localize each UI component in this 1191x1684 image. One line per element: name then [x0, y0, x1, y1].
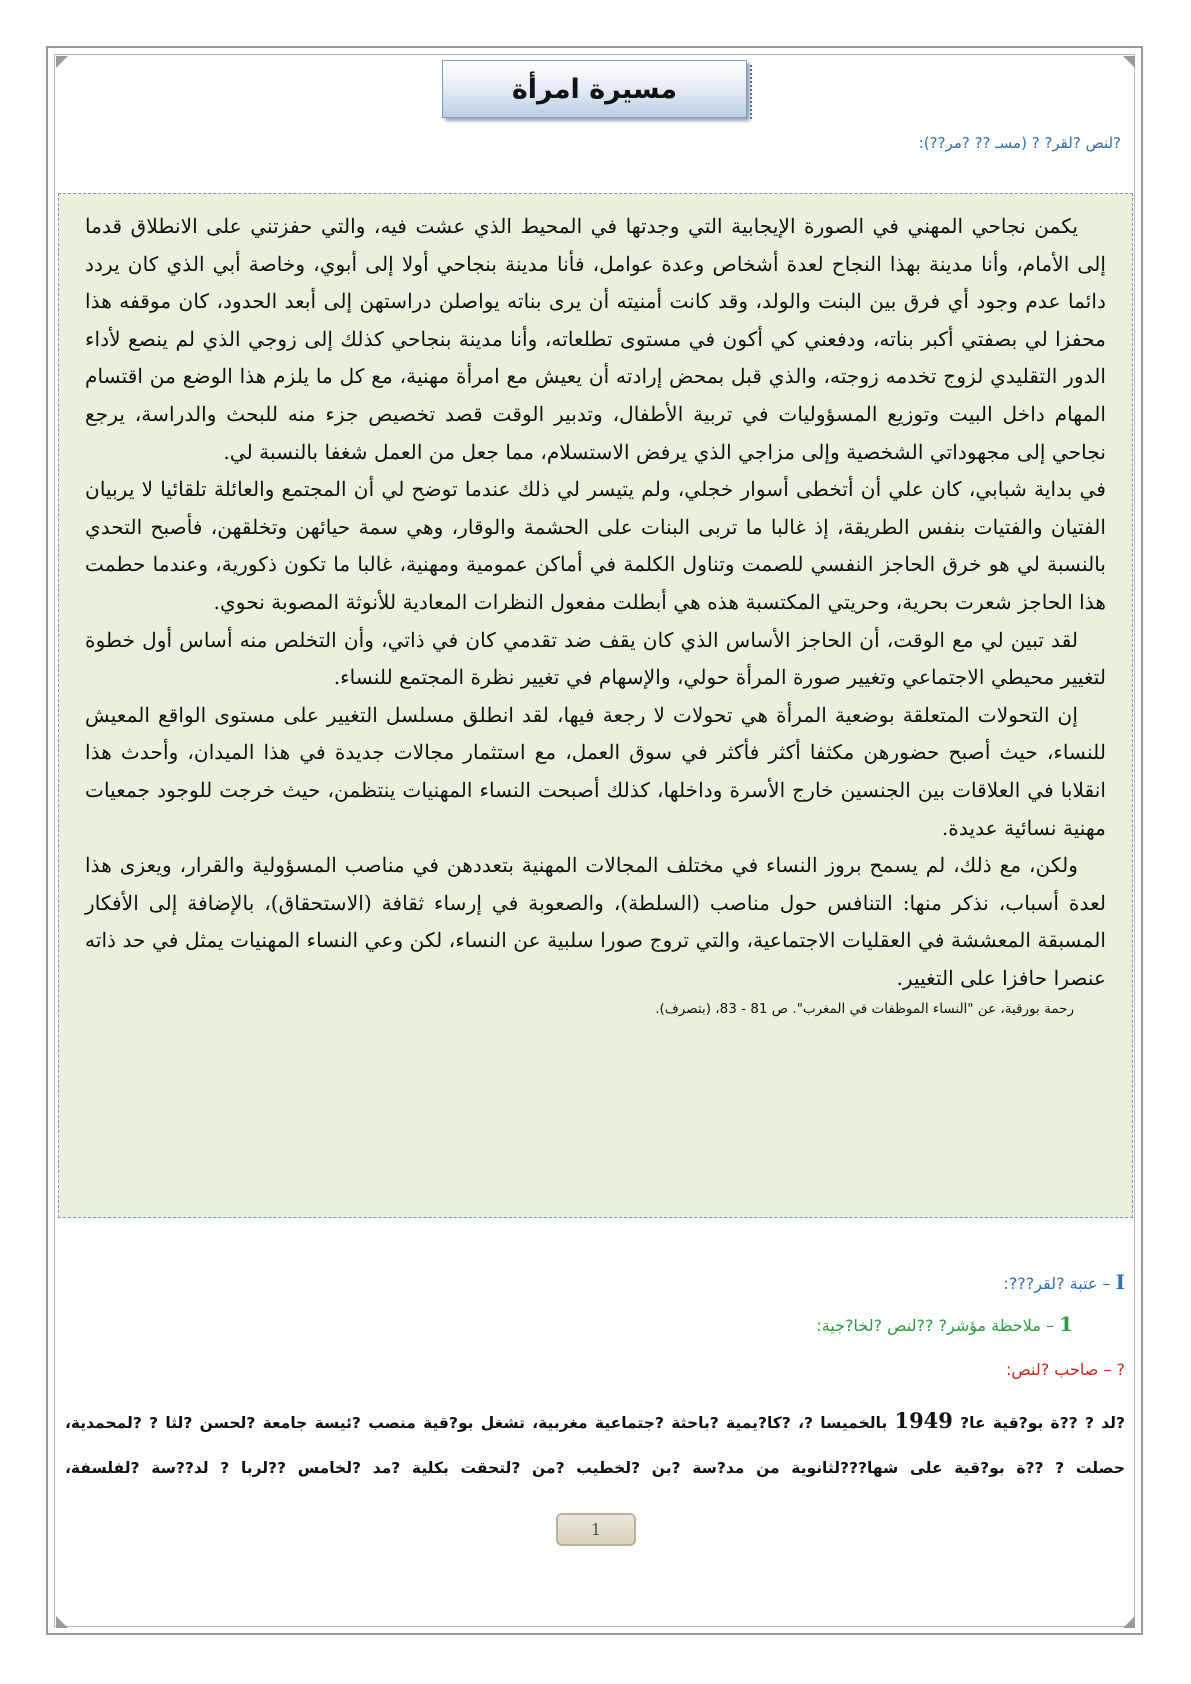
page-number: 1: [556, 1513, 636, 1546]
section-label: عتبة ?لقر???:: [1003, 1274, 1098, 1293]
page-title: مسيرة امرأة: [511, 73, 678, 105]
paragraph: يكمن نجاحي المهني في الصورة الإيجابية التي وجدتها في المحيط الذي عشت فيه، والتي حفزتني على الانطلاق قدما إلى الأمام، وأنا مدينة بهذا النجاح لعدة أشخاص وعدة عوامل، فأنا مدينة بنجاحي أولا إلى أبوي، وخاصة أبي الذي كان يردد دائما عدم وجود أي فرق بين البنت والولد، وقد كانت أمنيته أن يرى بناته يواصلن دراستهن إلى أبعد الحدود، كان موقفه هذا محفزا لي بصفتي أكبر بناته، ودفعني كي أكون في مستوى تطلعاته، وأنا مدينة بنجاحي كذلك إلى زوجي الذي لم ينصع لأداء الدور التقليدي لزوج تخدمه زوجته، والذي قبل بمحض إرادته أن يعيش مع امرأة مهنية، مع كل ما يلزم هذا الوضع من اقتسام المهام داخل البيت وتوزيع المسؤوليات في تربية الأطفال، وتدبير الوقت قصد تخصيص جزء منه للبحث والدراسة، يرجع نجاحي إلى مجهوداتي الشخصية وإلى مزاجي الذي يرفض الاستسلام، مما جعل من العمل شغفا بالنسبة لي.: [85, 214, 1106, 464]
section-number: 1: [1059, 1312, 1073, 1336]
corner-ornament: [1123, 1616, 1135, 1628]
citation: رحمة بورقية، عن "النساء الموظفات في المغرب". ص 81 - 83، (بتصرف).: [655, 1001, 1074, 1018]
paragraph: إن التحولات المتعلقة بوضعية المرأة هي تحولات لا رجعة فيها، لقد انطلق مسلسل التغيير على مستوى الواقع المعيش للنساء، حيث أصبح حضورهن مكثفا أكثر فأكثر في سوق العمل، مع استثمار مجالات جديدة في هذا الميدان، وأحدث هذا انقلابا في العلاقات بين الجنسين خارج الأسرة وداخلها، كذلك أصبحت النساء المهنيات ينتظمن، حيث خرجت للوجود جمعيات مهنية نسائية عديدة.: [85, 702, 1106, 840]
section-dash: –: [1102, 1274, 1111, 1293]
source-label: ?لنص ?لقر? ? (مسـ ?? ?مر??):: [918, 134, 1121, 152]
paragraph: لقد تبين لي مع الوقت، أن الحاجز الأساس الذي كان يقف ضد تقدمي كان في ذاتي، وأن التخلص منه أساس أول خطوة لتغيير محيطي الاجتماعي وتغيير صورة المرأة حولي، والإسهام في تغيير نظرة المجتمع للنساء.: [85, 627, 1106, 690]
bio-text: ?لد ? ??ة بو?قية عا?: [952, 1414, 1125, 1432]
corner-ornament: [56, 1616, 68, 1628]
author-bio: [65, 1398, 1125, 1491]
section-number: I: [1115, 1270, 1125, 1294]
section-dash: –: [1045, 1316, 1054, 1335]
section-heading-1: [65, 1270, 1125, 1294]
section-label: ? – صاحب ?لنص:: [1006, 1360, 1125, 1379]
title-box: [442, 60, 747, 118]
bio-year: 1949: [894, 1408, 953, 1433]
paragraph: ولكن، مع ذلك، لم يسمح بروز النساء في مختلف المجالات المهنية بتعددهن في مناصب المسؤولية والقرار، ويعزى هذا لعدة أسباب، نذكر منها: التنافس حول مناصب (السلطة)، والصعوبة في إرساء ثقافة (الاستحقاق)، بالإضافة إلى الأفكار المسبقة المعششة في العقليات الاجتماعية، والتي تروج صورا سلبية عن النساء، لكن وعي النساء المهنيات يمثل في حد ذاته عنصرا حافزا على التغيير.: [85, 853, 1106, 990]
section-label: ملاحظة مؤشر? ??لنص ?لخا?جية:: [816, 1316, 1041, 1335]
corner-ornament: [56, 56, 68, 68]
section-heading-2: [13, 1312, 1073, 1336]
section-heading-3: [65, 1360, 1125, 1379]
corner-ornament: [1123, 56, 1135, 68]
bio-text: بالخميسا ?، ?كا?يمية ?باحثة ?جتماعية مغربية، تشغل بو?قية منصب ?ئيسة جامعة ?لحسن ?لثا ? ?لمحمدية، حصلت ? ??ة بو?قية على شها???لثانوية من مد?سة ?بن ?لخطيب ?من ?لتحقت بكلية ?مد ?لخامس ??لربا ? لد??سة ?لفلسفة،: [65, 1414, 1125, 1477]
text-box: [58, 193, 1133, 1218]
paragraph: في بداية شبابي، كان علي أن أتخطى أسوار خجلي، ولم يتيسر لي ذلك عندما توضح لي أن المجتمع والعائلة تلقائيا لا يربيان الفتيان والفتيات بنفس الطريقة، إذ غالبا ما تربى البنات على الحشمة والوقار، وهي سمة حيائهن وتخلقهن، فأصبح التحدي بالنسبة لي هو خرق الحاجز النفسي للصمت وتناول الكلمة في أماكن عمومية ومهنية، غالبا ما تكون ذكورية، وعندما حطمت هذا الحاجز شعرت بحرية، وحريتي المكتسبة هذه هي أبطلت مفعول النظرات المعادية للأنوثة المصوبة نحوي.: [85, 477, 1106, 614]
